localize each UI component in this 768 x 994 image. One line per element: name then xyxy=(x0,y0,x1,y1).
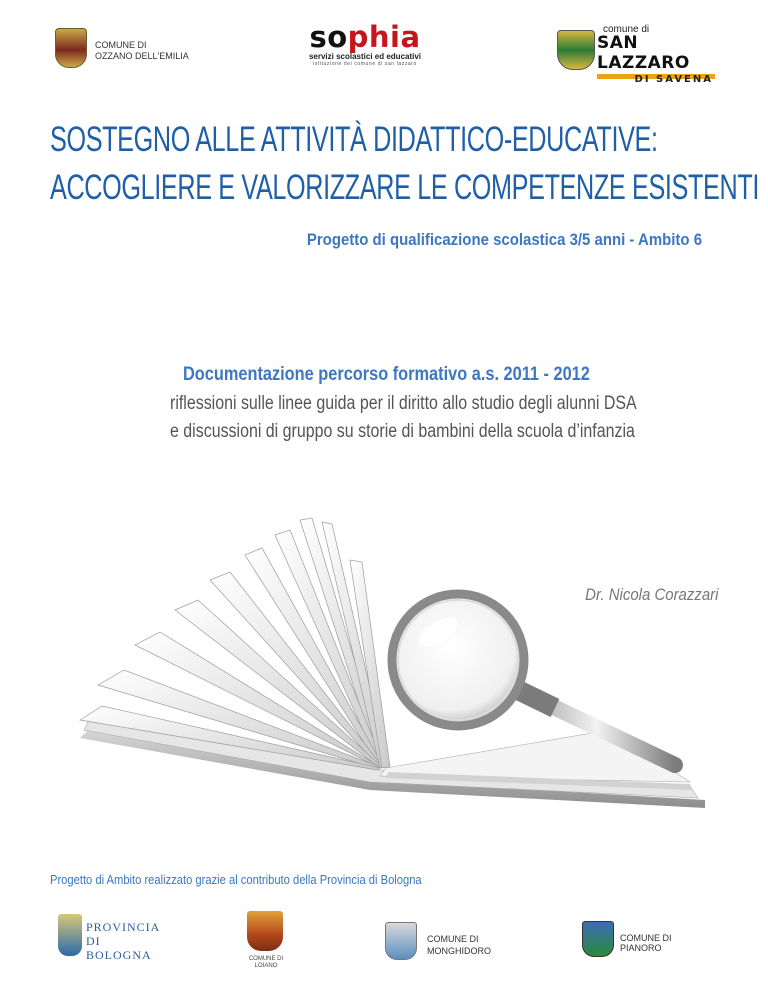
provincia-crest-icon xyxy=(58,914,82,956)
provincia-line1: PROVINCIA DI xyxy=(86,920,160,948)
documentation-line2: e discussioni di gruppo su storie di bambini della scuola d’infanzia xyxy=(170,421,635,442)
pianoro-line2: PIANORO xyxy=(620,943,662,953)
documentation-heading: Documentazione percorso formativo a.s. 2011 - 2012 xyxy=(183,364,590,385)
monghidoro-line1: COMUNE DI xyxy=(427,934,479,944)
main-title-line2: ACCOGLIERE E VALORIZZARE LE COMPETENZE ESISTENTI xyxy=(50,168,759,207)
ozzano-label-line1: COMUNE DI xyxy=(95,40,147,50)
sanlazzaro-name: SAN LAZZARO xyxy=(597,33,690,73)
sophia-logo xyxy=(305,20,425,67)
ozzano-label-line2: OZZANO DELL'EMILIA xyxy=(95,51,189,61)
provincia-name xyxy=(86,920,160,962)
main-title-line1: SOSTEGNO ALLE ATTIVITÀ DIDATTICO-EDUCATIVE: xyxy=(50,120,658,159)
project-subtitle: Progetto di qualificazione scolastica 3/5 anni - Ambito 6 xyxy=(306,230,702,249)
author-name: Dr. Nicola Corazzari xyxy=(584,585,718,604)
magnifier xyxy=(392,594,675,765)
ozzano-crest-icon xyxy=(55,28,87,68)
loiano-line1: COMUNE DI xyxy=(248,956,284,962)
footer-contribution-note: Progetto di Ambito realizzato grazie al contributo della Provincia di Bologna xyxy=(50,872,422,887)
pianoro-crest-icon xyxy=(582,921,614,957)
documentation-line1: riflessioni sulle linee guida per il diritto allo studio degli alunni DSA xyxy=(170,393,637,414)
loiano-line2: LOIANO xyxy=(254,963,278,969)
sophia-subtagline: istituzione dei comune di san lazzaro xyxy=(313,61,417,67)
sanlazzaro-subname: DI SAVENA xyxy=(634,74,713,85)
sanlazzaro-small-label: comune di xyxy=(603,24,650,35)
pianoro-label xyxy=(620,933,672,953)
sanlazzaro-logo xyxy=(597,24,717,85)
monghidoro-label xyxy=(427,933,491,957)
sanlazzaro-crest-icon xyxy=(557,30,595,70)
sophia-wordmark xyxy=(305,20,425,54)
sophia-tagline: servizi scolastici ed educativi xyxy=(308,52,422,61)
monghidoro-crest-icon xyxy=(385,922,417,960)
loiano-label xyxy=(238,956,294,970)
sophia-brand-part1: so xyxy=(309,20,348,54)
sophia-brand-part2: phia xyxy=(347,20,421,54)
provincia-bologna-logo xyxy=(58,914,160,962)
provincia-line2: BOLOGNA xyxy=(86,948,152,962)
monghidoro-line2: MONGHIDORO xyxy=(427,946,491,956)
loiano-crest-icon xyxy=(247,911,283,951)
book-magnifier-illustration xyxy=(50,480,730,820)
ozzano-logo-text xyxy=(95,40,189,62)
pianoro-line1: COMUNE DI xyxy=(620,933,672,943)
